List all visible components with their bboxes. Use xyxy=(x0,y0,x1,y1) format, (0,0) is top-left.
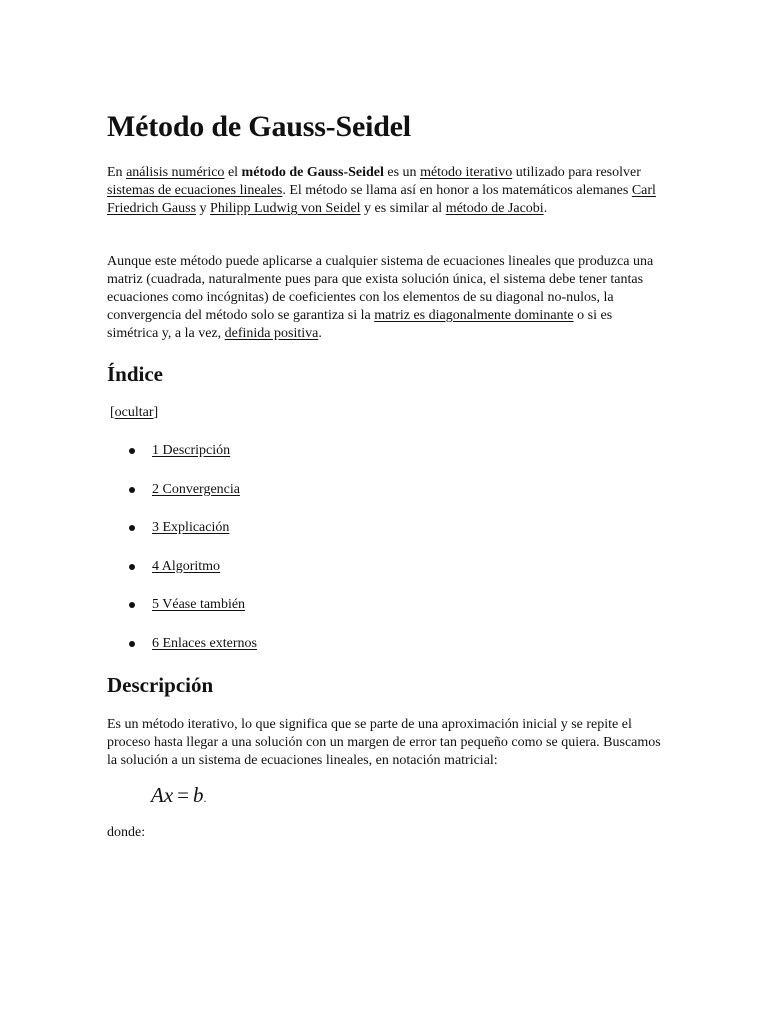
bullet-icon xyxy=(129,602,135,608)
toc-heading: Índice xyxy=(107,362,164,386)
convergence-paragraph xyxy=(107,253,663,343)
toc-link[interactable]: 5 Véase también xyxy=(152,597,246,612)
formula-period: . xyxy=(203,791,207,805)
para-text: Aunque este método puede aplicarse a cualquier sistema de ecuaciones lineales que produzca una matriz (cuadrada, naturalmente pues para que exista solución única, el sistema debe tener tantas ecuaciones como incógnitas) de coeficientes con los elementos de su diagonal no-nulos, la convergencia del método solo se garantiza si la xyxy=(107,254,654,323)
link-seidel[interactable]: Philipp Ludwig von Seidel xyxy=(210,201,361,216)
bullet-icon xyxy=(129,564,135,570)
bullet-icon xyxy=(129,525,135,531)
link-metodo-iterativo[interactable]: método iterativo xyxy=(420,165,513,180)
toc-toggle-bracket-close: ] xyxy=(153,405,159,420)
toc-toggle-bracket-open: [ xyxy=(110,405,115,420)
toc-item-vease-tambien xyxy=(107,596,257,635)
toc-link[interactable]: 6 Enlaces externos xyxy=(152,635,257,651)
intro-bold-term: método de Gauss-Seidel xyxy=(241,165,384,180)
bullet-icon xyxy=(129,487,135,493)
intro-text: . xyxy=(543,201,548,216)
link-analisis-numerico[interactable]: análisis numérico xyxy=(126,165,225,180)
toc-list xyxy=(107,442,257,673)
intro-text: es un xyxy=(383,165,421,180)
para-text: o si es simétrica y, a la vez, xyxy=(107,308,613,341)
toc-item-enlaces-externos xyxy=(107,635,257,674)
toc-item-explicacion xyxy=(107,519,257,558)
para-text: . xyxy=(318,326,322,341)
section-heading-descripcion: Descripción xyxy=(107,673,214,697)
link-metodo-jacobi[interactable]: método de Jacobi xyxy=(445,201,544,216)
toc-item-descripcion xyxy=(107,442,257,481)
intro-text: el xyxy=(224,165,242,180)
bullet-icon xyxy=(129,448,135,454)
toc-link[interactable]: 3 Explicación xyxy=(152,520,230,535)
intro-text: y xyxy=(196,201,211,216)
toc-link[interactable]: 4 Algoritmo xyxy=(152,558,221,574)
formula-rhs: b xyxy=(193,783,204,807)
link-definida-positiva[interactable]: definida positiva xyxy=(224,326,319,341)
bullet-icon xyxy=(129,641,135,647)
link-matriz-dominante[interactable]: matriz es diagonalmente dominante xyxy=(374,308,574,323)
intro-text: En xyxy=(107,165,127,180)
toc-item-convergencia xyxy=(107,481,257,520)
link-gauss[interactable]: Carl Friedrich Gauss xyxy=(107,183,656,216)
toc-link[interactable]: 2 Convergencia xyxy=(152,481,240,497)
intro-text: . El método se llama así en honor a los matemáticos alemanes xyxy=(282,183,632,198)
formula-lhs: Ax xyxy=(151,783,174,807)
intro-paragraph xyxy=(107,164,663,218)
formula-equals: = xyxy=(177,783,189,807)
page-title: Método de Gauss-Seidel xyxy=(107,110,411,143)
toc-hide-link[interactable]: ocultar xyxy=(114,405,154,420)
link-sistemas-ecuaciones[interactable]: sistemas de ecuaciones lineales xyxy=(107,183,283,198)
matrix-equation xyxy=(151,783,207,808)
toc-item-algoritmo xyxy=(107,558,257,597)
toc-toggle xyxy=(110,405,158,421)
descripcion-paragraph: Es un método iterativo, lo que significa que se parte de una aproximación inicial y se repite el proceso hasta llegar a una solución con un margen de error tan pequeño como se quiera. Buscamos la solución a un sistema de ecuaciones lineales, en notación matricial: xyxy=(107,717,661,768)
donde-text: donde: xyxy=(107,825,146,840)
toc-link[interactable]: 1 Descripción xyxy=(152,443,231,458)
intro-text: utilizado para resolver xyxy=(512,165,641,180)
intro-text: y es similar al xyxy=(360,201,446,216)
